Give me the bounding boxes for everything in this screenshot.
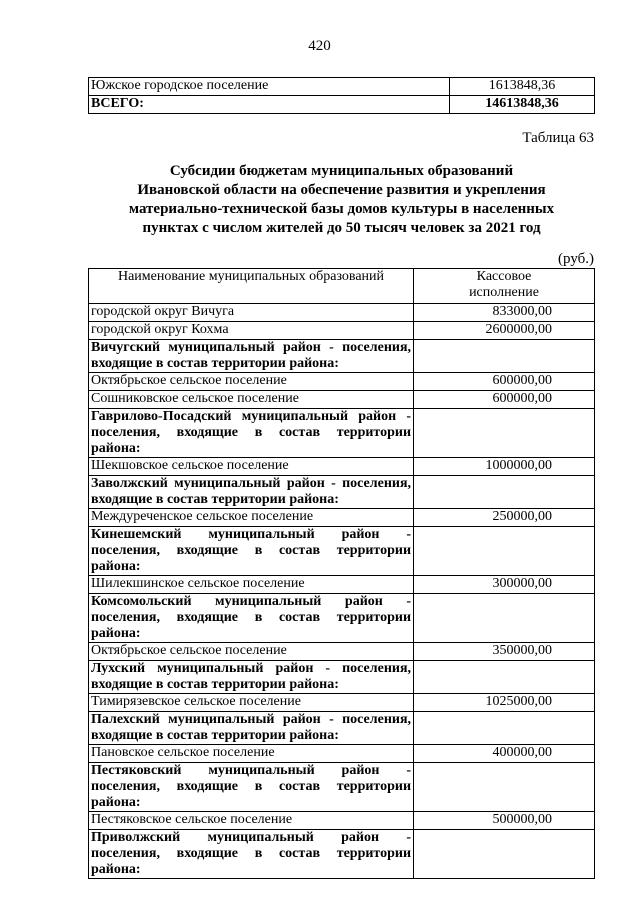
table-row [89,509,595,527]
district-name: Приволжский муниципальный район - поселения, входящие в состав территории района: [89,830,414,879]
district-row [89,409,595,458]
settlement-name: Октябрьское сельское поселение [89,373,414,391]
title-line: материально-технической базы домов культуры в населенных [128,201,555,217]
amount [414,712,595,745]
district-name: Комсомольский муниципальный район - поселения, входящие в состав территории района: [89,594,414,643]
amount: 500000,00 [414,812,595,830]
settlement-name: городской округ Кохма [89,322,414,340]
row-name: Южское городское поселение [89,78,450,96]
district-name: Палехский муниципальный район - поселения, входящие в состав территории района: [89,712,414,745]
amount [414,594,595,643]
table-row [89,322,595,340]
title-line: Ивановской области на обеспечение развития и укрепления [137,182,546,198]
table-title [88,162,595,238]
amount [414,476,595,509]
amount [414,763,595,812]
district-name: Заволжский муниципальный район - поселения, входящие в состав территории района: [89,476,414,509]
district-row [89,830,595,879]
title-line: Субсидии бюджетам муниципальных образований [169,163,514,179]
row-name: ВСЕГО: [89,96,450,114]
settlement-name: Пановское сельское поселение [89,745,414,763]
table-row [89,694,595,712]
table-row [89,458,595,476]
table-row [89,576,595,594]
header-value [414,269,595,304]
district-row [89,476,595,509]
district-row [89,594,595,643]
header-row [89,269,595,304]
amount: 2600000,00 [414,322,595,340]
amount: 250000,00 [414,509,595,527]
amount: 600000,00 [414,391,595,409]
district-name: Лухский муниципальный район - поселения, входящие в состав территории района: [89,661,414,694]
header-value-line: Кассовое [476,269,532,284]
subsidy-table [88,268,595,879]
table-row [89,643,595,661]
title-line: пунктах с числом жителей до 50 тысяч человек за 2021 год [142,220,541,236]
district-row [89,763,595,812]
header-value-line: исполнение [469,285,539,300]
amount [414,661,595,694]
table-row [89,745,595,763]
district-row [89,340,595,373]
table-row [89,304,595,322]
amount [414,527,595,576]
settlement-name: Шекшовское сельское поселение [89,458,414,476]
settlement-name: Пестяковское сельское поселение [89,812,414,830]
row-value: 14613848,36 [450,96,595,114]
settlement-name: Сошниковское сельское поселение [89,391,414,409]
amount [414,830,595,879]
district-row [89,527,595,576]
settlement-name: Шилекшинское сельское поселение [89,576,414,594]
total-row [89,96,595,114]
amount: 1000000,00 [414,458,595,476]
district-row [89,712,595,745]
table-row [89,373,595,391]
district-name: Вичугский муниципальный район - поселения, входящие в состав территории района: [89,340,414,373]
district-name: Гаврилово-Посадский муниципальный район - поселения, входящие в состав территории района: [89,409,414,458]
settlement-name: Октябрьское сельское поселение [89,643,414,661]
settlement-name: Междуреченское сельское поселение [89,509,414,527]
amount: 300000,00 [414,576,595,594]
page-number: 420 [308,38,331,54]
district-name: Пестяковский муниципальный район - поселения, входящие в состав территории района: [89,763,414,812]
district-row [89,661,595,694]
amount: 600000,00 [414,373,595,391]
table-row [89,391,595,409]
amount: 350000,00 [414,643,595,661]
unit-label: (руб.) [558,251,594,267]
amount [414,409,595,458]
amount: 400000,00 [414,745,595,763]
settlement-name: городской округ Вичуга [89,304,414,322]
row-value: 1613848,36 [450,78,595,96]
table-row [89,812,595,830]
header-name: Наименование муниципальных образований [89,269,414,304]
table-number: Таблица 63 [522,130,594,146]
amount: 833000,00 [414,304,595,322]
continuation-table [88,77,595,114]
table-row [89,78,595,96]
amount [414,340,595,373]
settlement-name: Тимирязевское сельское поселение [89,694,414,712]
amount: 1025000,00 [414,694,595,712]
district-name: Кинешемский муниципальный район - поселения, входящие в состав территории района: [89,527,414,576]
